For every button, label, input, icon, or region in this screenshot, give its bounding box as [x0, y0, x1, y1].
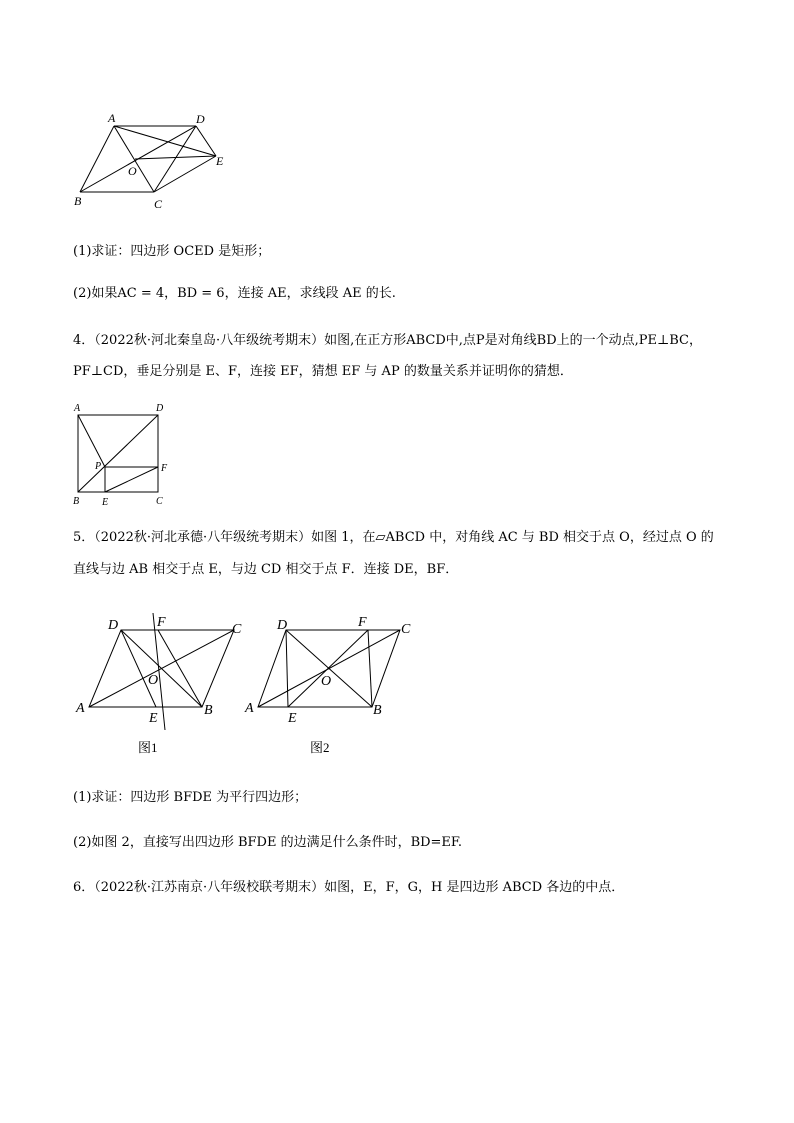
segment-de	[121, 630, 159, 707]
q4-text-line1: 4．（2022秋·河北秦皇岛·八年级统考期末）如图,在正方形ABCD中,点P是对角线BD上的一个动点,PE⊥BC，	[73, 333, 702, 348]
q6-text-line1: 6．（2022秋·江苏南京·八年级校联考期末）如图，E，F，G，H 是四边形 ABCD 各边的中点．	[73, 880, 625, 895]
label-d: D	[196, 112, 205, 126]
label-a: A	[74, 403, 81, 414]
label-f: F	[358, 615, 367, 630]
label-p: P	[95, 461, 102, 472]
label-e: E	[102, 497, 109, 508]
label-c: C	[154, 197, 163, 211]
label-b: B	[204, 703, 213, 718]
diagonal-bd	[78, 415, 158, 492]
diagonal-bd	[286, 630, 372, 707]
q5-part2: (2)如图 2，直接写出四边形 BFDE 的边满足什么条件时，BD=EF.	[73, 835, 463, 850]
label-d: D	[156, 403, 164, 414]
figure-q5-fig1	[70, 610, 260, 760]
label-e: E	[288, 711, 297, 726]
q5-part1: (1)求证：四边形 BFDE 为平行四边形；	[73, 790, 308, 805]
label-a: A	[76, 701, 85, 716]
label-f: F	[157, 615, 166, 630]
segment-de	[286, 630, 288, 707]
label-e: E	[216, 154, 224, 168]
label-b: B	[74, 194, 82, 208]
figure-q3-parallelogram	[70, 108, 240, 218]
label-b: B	[73, 496, 80, 507]
caption-fig1: 图1	[138, 740, 158, 755]
segment-ef	[288, 630, 368, 707]
label-d: D	[108, 618, 119, 633]
label-o: O	[128, 164, 137, 178]
q3-part1: (1)求证：四边形 OCED 是矩形；	[73, 244, 271, 259]
label-a: A	[108, 111, 116, 125]
label-o: O	[148, 673, 159, 688]
label-a: A	[245, 701, 254, 716]
label-c: C	[156, 496, 163, 507]
label-b: B	[373, 703, 382, 718]
segment-bf	[368, 630, 372, 707]
label-o: O	[321, 674, 332, 689]
segment-bf	[158, 630, 202, 707]
q3-part2: (2)如果AC = 4，BD = 6，连接 AE，求线段 AE 的长.	[73, 286, 396, 301]
q5-text-line1: 5．（2022秋·河北承德·八年级统考期末）如图 1，在▱ABCD 中，对角线 AC 与 BD 相交于点 O，经过点 O 的	[73, 530, 714, 545]
segment-ap	[78, 415, 105, 467]
label-c: C	[232, 622, 242, 637]
figure-q5-fig2	[240, 610, 430, 760]
label-e: E	[149, 711, 158, 726]
segment-ef	[105, 467, 158, 492]
label-d: D	[277, 618, 288, 633]
q5-text-line2: 直线与边 AB 相交于点 E，与边 CD 相交于点 F．连接 DE，BF．	[73, 562, 459, 577]
q4-text-line2: PF⊥CD，垂足分别是 E、F，连接 EF，猜想 EF 与 AP 的数量关系并证明你的猜想．	[73, 364, 573, 379]
figure-q4-square	[70, 400, 180, 510]
caption-fig2: 图2	[310, 740, 330, 755]
segment-ce	[154, 156, 216, 192]
label-f: F	[161, 463, 168, 474]
segment-cd	[154, 126, 196, 192]
label-c: C	[401, 622, 411, 637]
